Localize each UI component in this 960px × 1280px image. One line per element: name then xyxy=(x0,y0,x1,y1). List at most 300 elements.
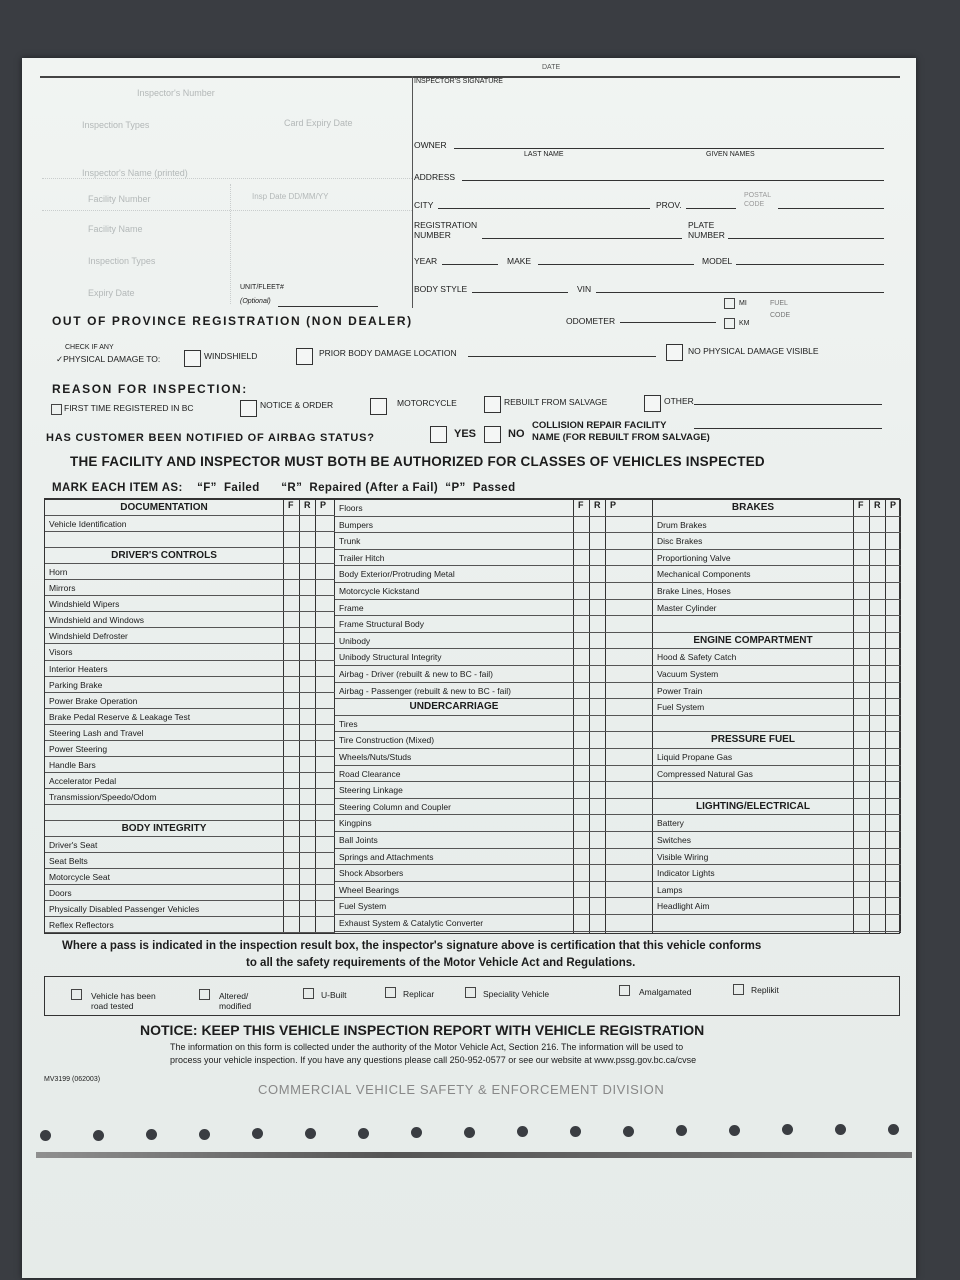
col2-result-cell-p[interactable] xyxy=(606,898,620,913)
col2-result-cell-r[interactable] xyxy=(590,799,604,814)
address-field[interactable] xyxy=(462,180,884,181)
registration-field[interactable] xyxy=(482,238,682,239)
col2-item-label: Wheel Bearings xyxy=(339,884,400,895)
date-label: DATE xyxy=(542,64,561,71)
col3-item-label: Liquid Propane Gas xyxy=(657,752,733,762)
airbag-yes-label: YES xyxy=(454,428,477,440)
col2-item-label: Floors xyxy=(339,503,363,513)
col1-result-cell-p[interactable] xyxy=(316,612,330,626)
col1-result-cell-r[interactable] xyxy=(300,885,314,899)
col2-result-cell-p[interactable] xyxy=(606,550,620,565)
col1-item-label: Driver's Seat xyxy=(49,840,98,851)
col1-result-cell-f[interactable] xyxy=(284,596,298,610)
col2-result-cell-f[interactable] xyxy=(574,782,588,797)
col1-result-cell-f[interactable] xyxy=(284,516,298,530)
feed-hole xyxy=(623,1126,634,1137)
col2-result-cell-f[interactable] xyxy=(574,500,588,515)
col2-result-cell-r[interactable] xyxy=(590,732,604,747)
col1-result-cell-f[interactable] xyxy=(284,693,298,707)
col2-result-cell-r[interactable] xyxy=(590,666,604,681)
mi-checkbox[interactable] xyxy=(724,298,735,309)
col3-result-cell-r[interactable] xyxy=(870,583,884,598)
col1-result-cell-r[interactable] xyxy=(300,677,314,691)
col1-result-cell-p[interactable] xyxy=(316,789,330,803)
col1-result-cell-r[interactable] xyxy=(300,628,314,642)
col2-item-label: Airbag - Passenger (rebuilt & new to BC - fail) xyxy=(339,685,511,696)
mi-label: MI xyxy=(739,300,747,307)
col2-result-cell-r[interactable] xyxy=(590,832,604,847)
col2-result-cell-r[interactable] xyxy=(590,915,604,930)
col2-item-label: Trunk xyxy=(339,536,361,547)
col2-item-label: Steering Column and Coupler xyxy=(339,801,451,812)
col3-row-line xyxy=(653,615,901,616)
col1-result-cell-p[interactable] xyxy=(316,580,330,594)
col2-result-cell-r[interactable] xyxy=(590,566,604,581)
road-tested-label-1: Vehicle has been xyxy=(91,991,156,1001)
speciality-checkbox[interactable] xyxy=(465,987,476,998)
postal-field[interactable] xyxy=(778,208,884,209)
col2-result-cell-f[interactable] xyxy=(574,566,588,581)
col2-result-cell-p[interactable] xyxy=(606,766,620,781)
u-built-label: U-Built xyxy=(321,990,347,1000)
col3-result-cell-p[interactable] xyxy=(886,517,900,532)
col1-result-cell-r[interactable] xyxy=(300,661,314,675)
col3-result-cell-p[interactable] xyxy=(886,832,900,847)
col2-result-cell-r[interactable] xyxy=(590,749,604,764)
col2-result-cell-f[interactable] xyxy=(574,799,588,814)
col2-result-cell-f[interactable] xyxy=(574,849,588,864)
col2-result-cell-f[interactable] xyxy=(574,517,588,532)
col1-result-cell-f[interactable] xyxy=(284,725,298,739)
col1-frp-p: P xyxy=(320,500,327,510)
col1-result-cell-p[interactable] xyxy=(316,757,330,771)
col3-result-cell-r[interactable] xyxy=(870,666,884,681)
col2-result-cell-r[interactable] xyxy=(590,600,604,615)
col1-result-cell-p[interactable] xyxy=(316,693,330,707)
model-field[interactable] xyxy=(736,264,884,265)
col3-result-cell-r[interactable] xyxy=(870,849,884,864)
col2-result-cell-r[interactable] xyxy=(590,782,604,797)
amalgamated-checkbox[interactable] xyxy=(619,985,630,996)
col1-result-cell-p[interactable] xyxy=(316,628,330,642)
col1-result-cell-p[interactable] xyxy=(316,644,330,658)
col2-result-cell-f[interactable] xyxy=(574,865,588,880)
col3-result-cell-p[interactable] xyxy=(886,898,900,913)
col2-result-cell-f[interactable] xyxy=(574,732,588,747)
prior-damage-checkbox[interactable] xyxy=(296,348,313,365)
col2-result-cell-p[interactable] xyxy=(606,815,620,830)
col3-result-cell-p[interactable] xyxy=(886,566,900,581)
col1-result-cell-r[interactable] xyxy=(300,580,314,594)
no-damage-checkbox[interactable] xyxy=(666,344,683,361)
year-field[interactable] xyxy=(442,264,498,265)
col1-result-cell-r[interactable] xyxy=(300,741,314,755)
owner-label: OWNER xyxy=(414,140,447,150)
notice-line-2: process your vehicle inspection. If you have any questions please call 250-952-0577 or see our website at www.pssg.gov.bc.ca/cvse xyxy=(170,1055,697,1065)
col1-row-line xyxy=(45,547,335,548)
col2-result-cell-p[interactable] xyxy=(606,865,620,880)
col3-result-cell-f[interactable] xyxy=(854,566,868,581)
col2-result-cell-p[interactable] xyxy=(606,500,620,515)
col2-result-cell-r[interactable] xyxy=(590,683,604,698)
col2-result-cell-p[interactable] xyxy=(606,517,620,532)
col3-result-cell-p[interactable] xyxy=(886,865,900,880)
col3-result-cell-r[interactable] xyxy=(870,699,884,714)
col2-result-cell-f[interactable] xyxy=(574,832,588,847)
body-style-label: BODY STYLE xyxy=(414,284,468,294)
col1-result-cell-r[interactable] xyxy=(300,869,314,883)
col3-result-cell-r[interactable] xyxy=(870,550,884,565)
mark-legend: MARK EACH ITEM AS: “F” Failed “R” Repaired (After a Fail) “P” Passed xyxy=(52,482,516,494)
col2-result-cell-p[interactable] xyxy=(606,616,620,631)
col3-result-cell-f[interactable] xyxy=(854,683,868,698)
airbag-question: HAS CUSTOMER BEEN NOTIFIED OF AIRBAG STATUS? xyxy=(46,432,375,444)
other-field[interactable] xyxy=(694,404,882,405)
col3-result-cell-r[interactable] xyxy=(870,749,884,764)
faint-expiry-date: Expiry Date xyxy=(88,288,135,298)
col3-result-cell-p[interactable] xyxy=(886,815,900,830)
make-label: MAKE xyxy=(507,256,532,266)
km-label: KM xyxy=(739,320,750,327)
col3-result-cell-f[interactable] xyxy=(854,832,868,847)
feed-hole xyxy=(146,1129,157,1140)
col2-result-cell-r[interactable] xyxy=(590,533,604,548)
col3-section-heading: LIGHTING/ELECTRICAL xyxy=(696,800,810,812)
col2-result-cell-p[interactable] xyxy=(606,749,620,764)
windshield-checkbox[interactable] xyxy=(184,350,201,367)
col3-result-cell-f[interactable] xyxy=(854,517,868,532)
speciality-label: Speciality Vehicle xyxy=(483,989,550,999)
year-label: YEAR xyxy=(414,256,438,266)
col1-result-cell-r[interactable] xyxy=(300,725,314,739)
col1-result-cell-f[interactable] xyxy=(284,661,298,675)
col2-result-cell-f[interactable] xyxy=(574,666,588,681)
col3-result-cell-f[interactable] xyxy=(854,766,868,781)
col2-result-cell-f[interactable] xyxy=(574,633,588,648)
col2-result-cell-f[interactable] xyxy=(574,649,588,664)
col2-result-cell-r[interactable] xyxy=(590,517,604,532)
col2-result-cell-p[interactable] xyxy=(606,583,620,598)
faint-rule-1 xyxy=(42,178,412,179)
col3-vline-3 xyxy=(900,499,901,933)
col3-result-cell-p[interactable] xyxy=(886,683,900,698)
col2-result-cell-r[interactable] xyxy=(590,633,604,648)
col2-item-label: Exhaust System & Catalytic Converter xyxy=(339,918,484,928)
col1-result-cell-p[interactable] xyxy=(316,596,330,610)
header-divider xyxy=(412,76,413,308)
col2-result-cell-f[interactable] xyxy=(574,882,588,897)
col2-result-cell-r[interactable] xyxy=(590,766,604,781)
col3-row-line xyxy=(653,914,901,915)
col1-item-label: Power Steering xyxy=(49,743,108,754)
col2-result-cell-r[interactable] xyxy=(590,500,604,515)
feed-hole xyxy=(93,1130,104,1141)
col1-result-cell-p[interactable] xyxy=(316,837,330,851)
plate-field[interactable] xyxy=(728,238,884,239)
col3-result-cell-r[interactable] xyxy=(870,566,884,581)
column-1 xyxy=(45,499,335,933)
physical-damage-label: ✓PHYSICAL DAMAGE TO: xyxy=(56,354,161,364)
col3-result-cell-p[interactable] xyxy=(886,749,900,764)
owner-field[interactable] xyxy=(454,148,884,149)
col2-result-cell-p[interactable] xyxy=(606,633,620,648)
col1-result-cell-f[interactable] xyxy=(284,612,298,626)
col1-result-cell-f[interactable] xyxy=(284,789,298,803)
col1-result-cell-r[interactable] xyxy=(300,789,314,803)
col2-result-cell-f[interactable] xyxy=(574,815,588,830)
col3-result-cell-f[interactable] xyxy=(854,815,868,830)
body-style-field[interactable] xyxy=(472,292,568,293)
col3-result-cell-p[interactable] xyxy=(886,666,900,681)
col2-result-cell-f[interactable] xyxy=(574,600,588,615)
col2-result-cell-r[interactable] xyxy=(590,882,604,897)
col3-result-cell-r[interactable] xyxy=(870,898,884,913)
col3-item-label: Brake Lines, Hoses xyxy=(657,586,731,596)
col1-result-cell-r[interactable] xyxy=(300,757,314,771)
col1-result-cell-p[interactable] xyxy=(316,917,330,931)
col3-result-cell-f[interactable] xyxy=(854,600,868,615)
col1-result-cell-f[interactable] xyxy=(284,628,298,642)
altered-checkbox[interactable] xyxy=(199,989,210,1000)
col1-result-cell-r[interactable] xyxy=(300,837,314,851)
col2-result-cell-p[interactable] xyxy=(606,732,620,747)
col3-item-label: Battery xyxy=(657,818,684,829)
col1-result-cell-f[interactable] xyxy=(284,901,298,915)
postal-label: POSTAL xyxy=(744,192,772,199)
col1-row-line xyxy=(45,932,335,933)
col2-result-cell-f[interactable] xyxy=(574,766,588,781)
col2-result-cell-r[interactable] xyxy=(590,550,604,565)
col1-result-cell-r[interactable] xyxy=(300,901,314,915)
col1-frp-f: F xyxy=(288,500,294,510)
col3-result-cell-r[interactable] xyxy=(870,815,884,830)
col1-result-cell-p[interactable] xyxy=(316,853,330,867)
col3-result-cell-r[interactable] xyxy=(870,882,884,897)
col2-result-cell-f[interactable] xyxy=(574,533,588,548)
col3-result-cell-r[interactable] xyxy=(870,649,884,664)
col1-result-cell-p[interactable] xyxy=(316,661,330,675)
col2-result-cell-p[interactable] xyxy=(606,782,620,797)
feed-hole xyxy=(305,1128,316,1139)
altered-label-2: modified xyxy=(219,1001,252,1011)
col3-result-cell-p[interactable] xyxy=(886,600,900,615)
col1-result-cell-r[interactable] xyxy=(300,917,314,931)
col1-result-cell-f[interactable] xyxy=(284,773,298,787)
col3-result-cell-p[interactable] xyxy=(886,649,900,664)
replikit-checkbox[interactable] xyxy=(733,984,744,995)
col3-result-cell-f[interactable] xyxy=(854,649,868,664)
col1-result-cell-p[interactable] xyxy=(316,677,330,691)
col3-result-cell-f[interactable] xyxy=(854,666,868,681)
col3-result-cell-p[interactable] xyxy=(886,533,900,548)
col2-result-cell-p[interactable] xyxy=(606,882,620,897)
col1-result-cell-r[interactable] xyxy=(300,612,314,626)
col3-result-cell-r[interactable] xyxy=(870,766,884,781)
col3-result-cell-f[interactable] xyxy=(854,882,868,897)
col1-result-cell-f[interactable] xyxy=(284,677,298,691)
col1-result-cell-f[interactable] xyxy=(284,837,298,851)
certification-line-1: Where a pass is indicated in the inspection result box, the inspector's signature above is certification that this vehicle conforms xyxy=(62,940,762,952)
col3-result-cell-f[interactable] xyxy=(854,865,868,880)
col3-result-cell-f[interactable] xyxy=(854,533,868,548)
col1-result-cell-f[interactable] xyxy=(284,580,298,594)
airbag-yes-checkbox[interactable] xyxy=(430,426,447,443)
col3-result-cell-f[interactable] xyxy=(854,898,868,913)
col2-result-cell-p[interactable] xyxy=(606,849,620,864)
col1-result-cell-p[interactable] xyxy=(316,741,330,755)
col3-result-cell-f[interactable] xyxy=(854,849,868,864)
col1-result-cell-p[interactable] xyxy=(316,725,330,739)
col2-result-cell-p[interactable] xyxy=(606,566,620,581)
col2-result-cell-f[interactable] xyxy=(574,716,588,731)
col2-result-cell-f[interactable] xyxy=(574,749,588,764)
col2-result-cell-r[interactable] xyxy=(590,898,604,913)
col3-result-cell-p[interactable] xyxy=(886,583,900,598)
col1-result-cell-f[interactable] xyxy=(284,644,298,658)
col1-item-label: Windshield Defroster xyxy=(49,631,128,642)
feed-hole xyxy=(676,1125,687,1136)
col2-result-cell-r[interactable] xyxy=(590,616,604,631)
col2-result-cell-r[interactable] xyxy=(590,849,604,864)
col3-result-cell-f[interactable] xyxy=(854,583,868,598)
col2-result-cell-r[interactable] xyxy=(590,649,604,664)
feed-hole xyxy=(517,1126,528,1137)
col3-result-cell-r[interactable] xyxy=(870,683,884,698)
given-names-label: GIVEN NAMES xyxy=(706,151,755,158)
faint-card-expiry: Card Expiry Date xyxy=(284,118,353,128)
unit-fleet-line[interactable] xyxy=(278,306,378,307)
col1-result-cell-p[interactable] xyxy=(316,773,330,787)
notice-order-checkbox[interactable] xyxy=(240,400,257,417)
col2-result-cell-r[interactable] xyxy=(590,815,604,830)
col2-result-cell-p[interactable] xyxy=(606,716,620,731)
col2-result-cell-p[interactable] xyxy=(606,600,620,615)
col1-row-line xyxy=(45,531,335,532)
col2-item-label: Kingpins xyxy=(339,818,372,829)
col1-result-cell-f[interactable] xyxy=(284,741,298,755)
col2-row-line xyxy=(335,931,653,932)
col3-result-cell-r[interactable] xyxy=(870,600,884,615)
col3-result-cell-p[interactable] xyxy=(886,849,900,864)
col1-result-cell-r[interactable] xyxy=(300,516,314,530)
col1-result-cell-p[interactable] xyxy=(316,709,330,723)
col2-result-cell-r[interactable] xyxy=(590,583,604,598)
col1-result-cell-f[interactable] xyxy=(284,869,298,883)
col1-result-cell-f[interactable] xyxy=(284,709,298,723)
road-tested-checkbox[interactable] xyxy=(71,989,82,1000)
col1-result-cell-p[interactable] xyxy=(316,516,330,530)
col2-result-cell-r[interactable] xyxy=(590,865,604,880)
col2-result-cell-p[interactable] xyxy=(606,915,620,930)
amalgamated-label: Amalgamated xyxy=(639,987,692,997)
vin-field[interactable] xyxy=(596,292,884,293)
col3-result-cell-p[interactable] xyxy=(886,699,900,714)
make-field[interactable] xyxy=(538,264,694,265)
col2-result-cell-p[interactable] xyxy=(606,649,620,664)
prior-damage-field[interactable] xyxy=(468,356,656,357)
col1-item-label: Vehicle Identification xyxy=(49,519,127,530)
col3-result-cell-p[interactable] xyxy=(886,766,900,781)
odometer-field[interactable] xyxy=(620,322,716,323)
col2-result-cell-f[interactable] xyxy=(574,616,588,631)
faint-insp-date: Insp Date DD/MM/YY xyxy=(252,192,329,201)
collision-field[interactable] xyxy=(694,428,882,429)
plate-label: PLATE xyxy=(688,220,715,230)
col1-result-cell-p[interactable] xyxy=(316,901,330,915)
col2-result-cell-p[interactable] xyxy=(606,799,620,814)
col1-result-cell-r[interactable] xyxy=(300,644,314,658)
col1-result-cell-r[interactable] xyxy=(300,693,314,707)
col2-result-cell-f[interactable] xyxy=(574,915,588,930)
col3-result-cell-r[interactable] xyxy=(870,517,884,532)
col1-result-cell-r[interactable] xyxy=(300,853,314,867)
col1-result-cell-r[interactable] xyxy=(300,709,314,723)
col1-result-cell-r[interactable] xyxy=(300,596,314,610)
col3-result-cell-p[interactable] xyxy=(886,550,900,565)
u-built-checkbox[interactable] xyxy=(303,988,314,999)
col1-result-cell-f[interactable] xyxy=(284,885,298,899)
col1-result-cell-p[interactable] xyxy=(316,885,330,899)
replicar-checkbox[interactable] xyxy=(385,987,396,998)
prov-field[interactable] xyxy=(686,208,736,209)
col2-result-cell-p[interactable] xyxy=(606,533,620,548)
col2-result-cell-f[interactable] xyxy=(574,583,588,598)
col2-result-cell-p[interactable] xyxy=(606,832,620,847)
col3-result-cell-f[interactable] xyxy=(854,699,868,714)
col2-result-cell-r[interactable] xyxy=(590,716,604,731)
km-checkbox[interactable] xyxy=(724,318,735,329)
optional-label: (Optional) xyxy=(240,298,271,305)
col1-result-cell-f[interactable] xyxy=(284,757,298,771)
motorcycle-checkbox[interactable] xyxy=(370,398,387,415)
col2-item-label: Motorcycle Kickstand xyxy=(339,586,420,596)
col1-result-cell-r[interactable] xyxy=(300,564,314,578)
first-time-checkbox[interactable] xyxy=(51,404,62,415)
col1-result-cell-f[interactable] xyxy=(284,853,298,867)
collision-name-label: NAME (FOR REBUILT FROM SALVAGE) xyxy=(532,432,710,443)
replicar-label: Replicar xyxy=(403,989,435,999)
first-time-label: FIRST TIME REGISTERED IN BC xyxy=(64,403,194,413)
col1-result-cell-f[interactable] xyxy=(284,917,298,931)
col1-result-cell-r[interactable] xyxy=(300,773,314,787)
col1-result-cell-p[interactable] xyxy=(316,869,330,883)
col3-result-cell-f[interactable] xyxy=(854,550,868,565)
rebuilt-checkbox[interactable] xyxy=(484,396,501,413)
col2-result-cell-p[interactable] xyxy=(606,683,620,698)
city-field[interactable] xyxy=(438,208,650,209)
col3-result-cell-r[interactable] xyxy=(870,533,884,548)
airbag-no-checkbox[interactable] xyxy=(484,426,501,443)
col3-item-label: Switches xyxy=(657,835,692,845)
col1-result-cell-f[interactable] xyxy=(284,564,298,578)
col2-item-label: Shock Absorbers xyxy=(339,868,404,879)
col3-result-cell-p[interactable] xyxy=(886,882,900,897)
col3-result-cell-r[interactable] xyxy=(870,865,884,880)
col3-result-cell-r[interactable] xyxy=(870,832,884,847)
col2-result-cell-p[interactable] xyxy=(606,666,620,681)
col2-result-cell-f[interactable] xyxy=(574,898,588,913)
col1-result-cell-p[interactable] xyxy=(316,564,330,578)
col1-item-label: Physically Disabled Passenger Vehicles xyxy=(49,904,200,915)
other-checkbox[interactable] xyxy=(644,395,661,412)
col2-result-cell-f[interactable] xyxy=(574,550,588,565)
col3-result-cell-f[interactable] xyxy=(854,749,868,764)
faint-facility-number: Facility Number xyxy=(88,194,151,204)
col2-result-cell-f[interactable] xyxy=(574,683,588,698)
last-name-label: LAST NAME xyxy=(524,151,564,158)
col3-row-line xyxy=(653,715,901,716)
address-label: ADDRESS xyxy=(414,172,456,182)
